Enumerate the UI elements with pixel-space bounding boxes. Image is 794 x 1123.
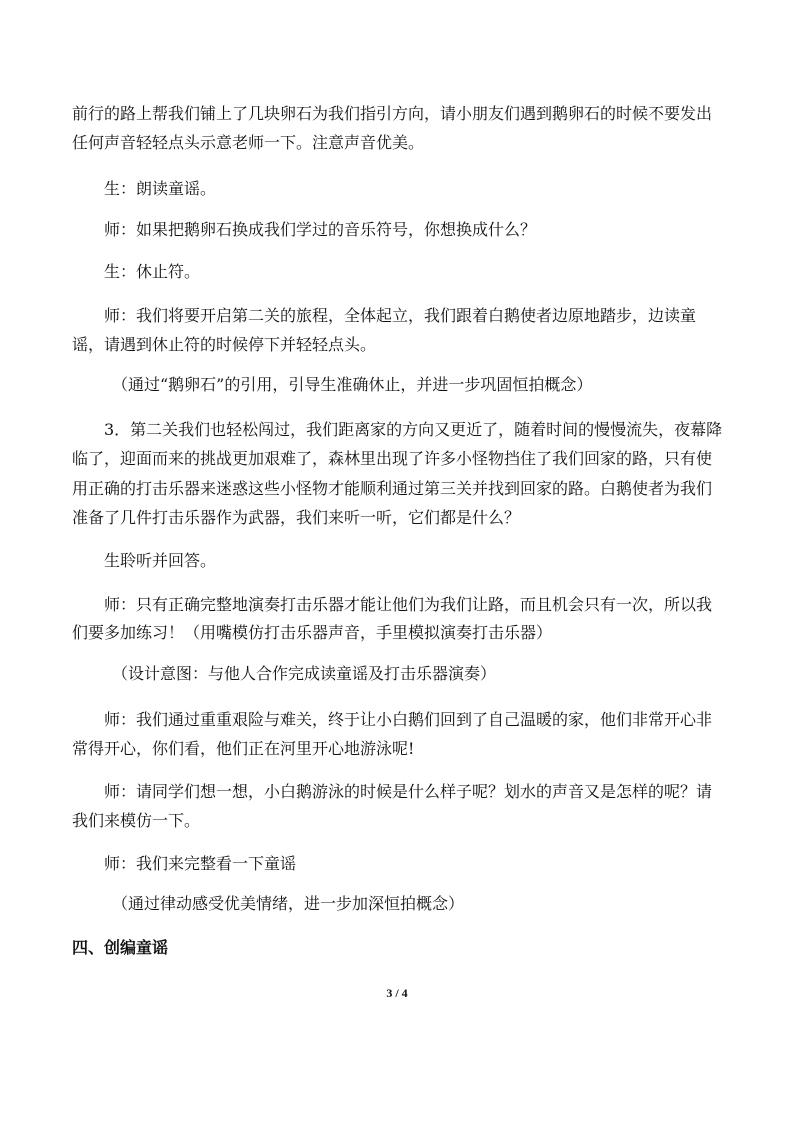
paragraph-line: 师：我们将要开启第二关的旅程，全体起立，我们跟着白鹅使者边原地踏步，边读童 bbox=[104, 306, 697, 325]
section-heading: 四、创编童谣 bbox=[72, 938, 169, 957]
paragraph-line: 临了，迎面而来的挑战更加艰难了，森林里出现了许多小怪物挡住了我们回家的路，只有使 bbox=[72, 449, 713, 468]
paragraph-line: 谣，请遇到休止符的时候停下并轻轻点头。 bbox=[72, 335, 377, 354]
paragraph-line: 师：请同学们想一想，小白鹅游泳的时候是什么样子呢？划水的声音又是怎样的呢？请 bbox=[104, 782, 713, 801]
paragraph-line: 常得开心，你们看，他们正在河里开心地游泳呢! bbox=[72, 739, 415, 758]
paragraph-line: 师：只有正确完整地演奏打击乐器才能让他们为我们让路，而且机会只有一次，所以我 bbox=[104, 595, 713, 614]
paragraph-line: 准备了几件打击乐器作为武器，我们来听一听，它们都是什么？ bbox=[72, 508, 521, 527]
paragraph-line: 生聆听并回答。 bbox=[104, 551, 217, 570]
paragraph-line: 用正确的打击乐器来迷惑这些小怪物才能顺利通过第三关并找到回家的路。白鹅使者为我们 bbox=[72, 479, 713, 498]
paragraph-line: （通过“鹅卵石”的引用，引导生准确休止，并进一步巩固恒拍概念） bbox=[112, 375, 593, 394]
paragraph-line: 前行的路上帮我们铺上了几块卵石为我们指引方向，请小朋友们遇到鹅卵石的时候不要发出 bbox=[72, 104, 713, 123]
paragraph-line: （通过律动感受优美情绪，进一步加深恒拍概念） bbox=[112, 894, 465, 913]
paragraph-line: 我们来模仿一下。 bbox=[72, 811, 201, 830]
paragraph-line: 师：我们来完整看一下童谣 bbox=[104, 854, 297, 873]
paragraph-line: 任何声音轻轻点头示意老师一下。注意声音优美。 bbox=[72, 133, 425, 152]
paragraph-line: 生：休止符。 bbox=[104, 262, 201, 281]
paragraph-line: 3．第二关我们也轻松闯过，我们距离家的方向又更近了，随着时间的慢慢流失，夜幕降 bbox=[104, 420, 723, 439]
paragraph-line: 们要多加练习！（用嘴模仿打击乐器声音，手里模拟演奏打击乐器） bbox=[72, 623, 553, 642]
paragraph-line: 生：朗读童谣。 bbox=[104, 179, 217, 198]
page-number: 3 / 4 bbox=[386, 986, 408, 1000]
paragraph-line: 师：如果把鹅卵石换成我们学过的音乐符号，你想换成什么？ bbox=[104, 220, 537, 239]
paragraph-line: （设计意图：与他人合作完成读童谣及打击乐器演奏） bbox=[112, 664, 497, 683]
paragraph-line: 师：我们通过重重艰险与难关，终于让小白鹅们回到了自己温暖的家，他们非常开心非 bbox=[104, 710, 713, 729]
